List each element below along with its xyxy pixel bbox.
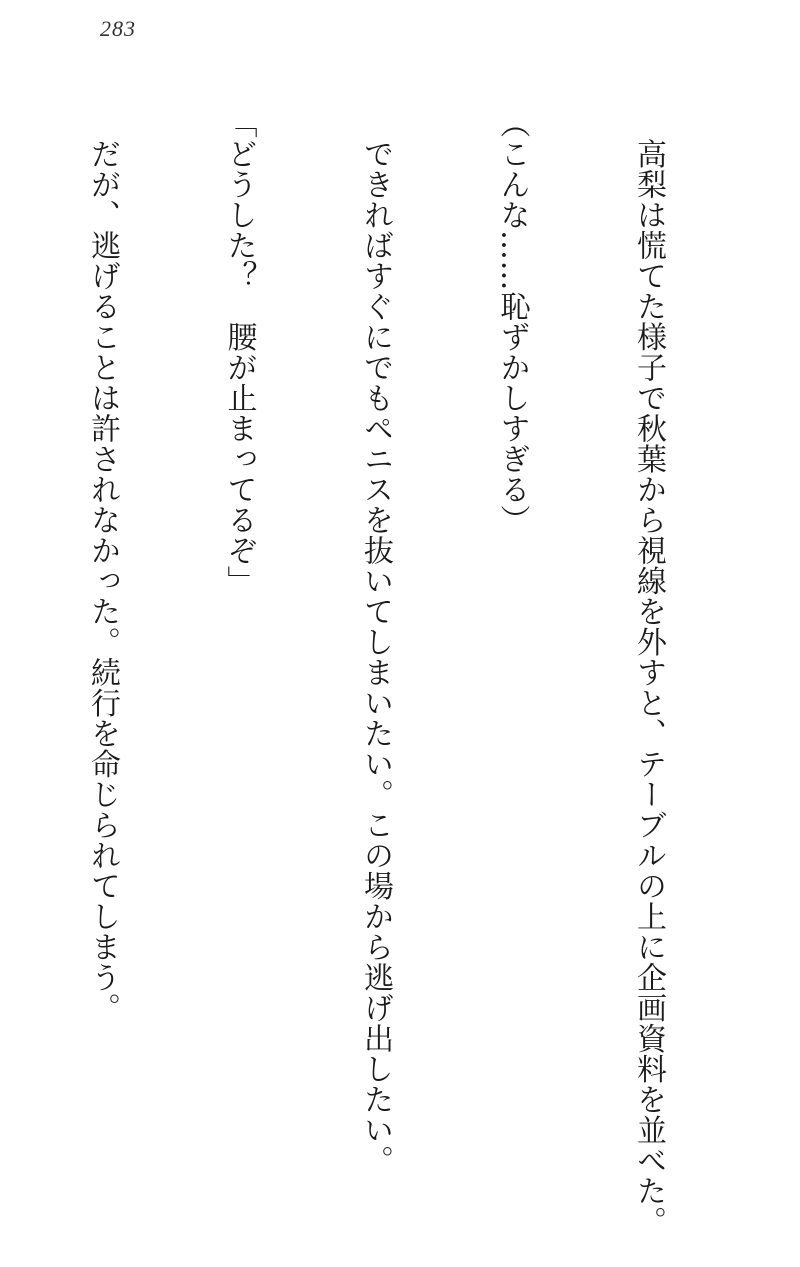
text-line: 高梨は慌てた様子で秋葉から視線を外すと、テーブルの上に企画資料を並べた。	[631, 108, 666, 1237]
text-line: できればすぐにでもペニスを抜いてしまいたい。この場から逃げ出したい。	[358, 108, 393, 1176]
text-line: （こんな……恥ずかしすぎる）	[494, 108, 530, 535]
text-line: 「どうした？ 腰が止まってるぞ」	[221, 108, 257, 596]
page-number: 283	[100, 16, 136, 41]
body-text	[0, 108, 762, 1237]
text-line: だが、逃げることは許されなかった。続行を命じられてしまう。	[85, 108, 120, 1023]
